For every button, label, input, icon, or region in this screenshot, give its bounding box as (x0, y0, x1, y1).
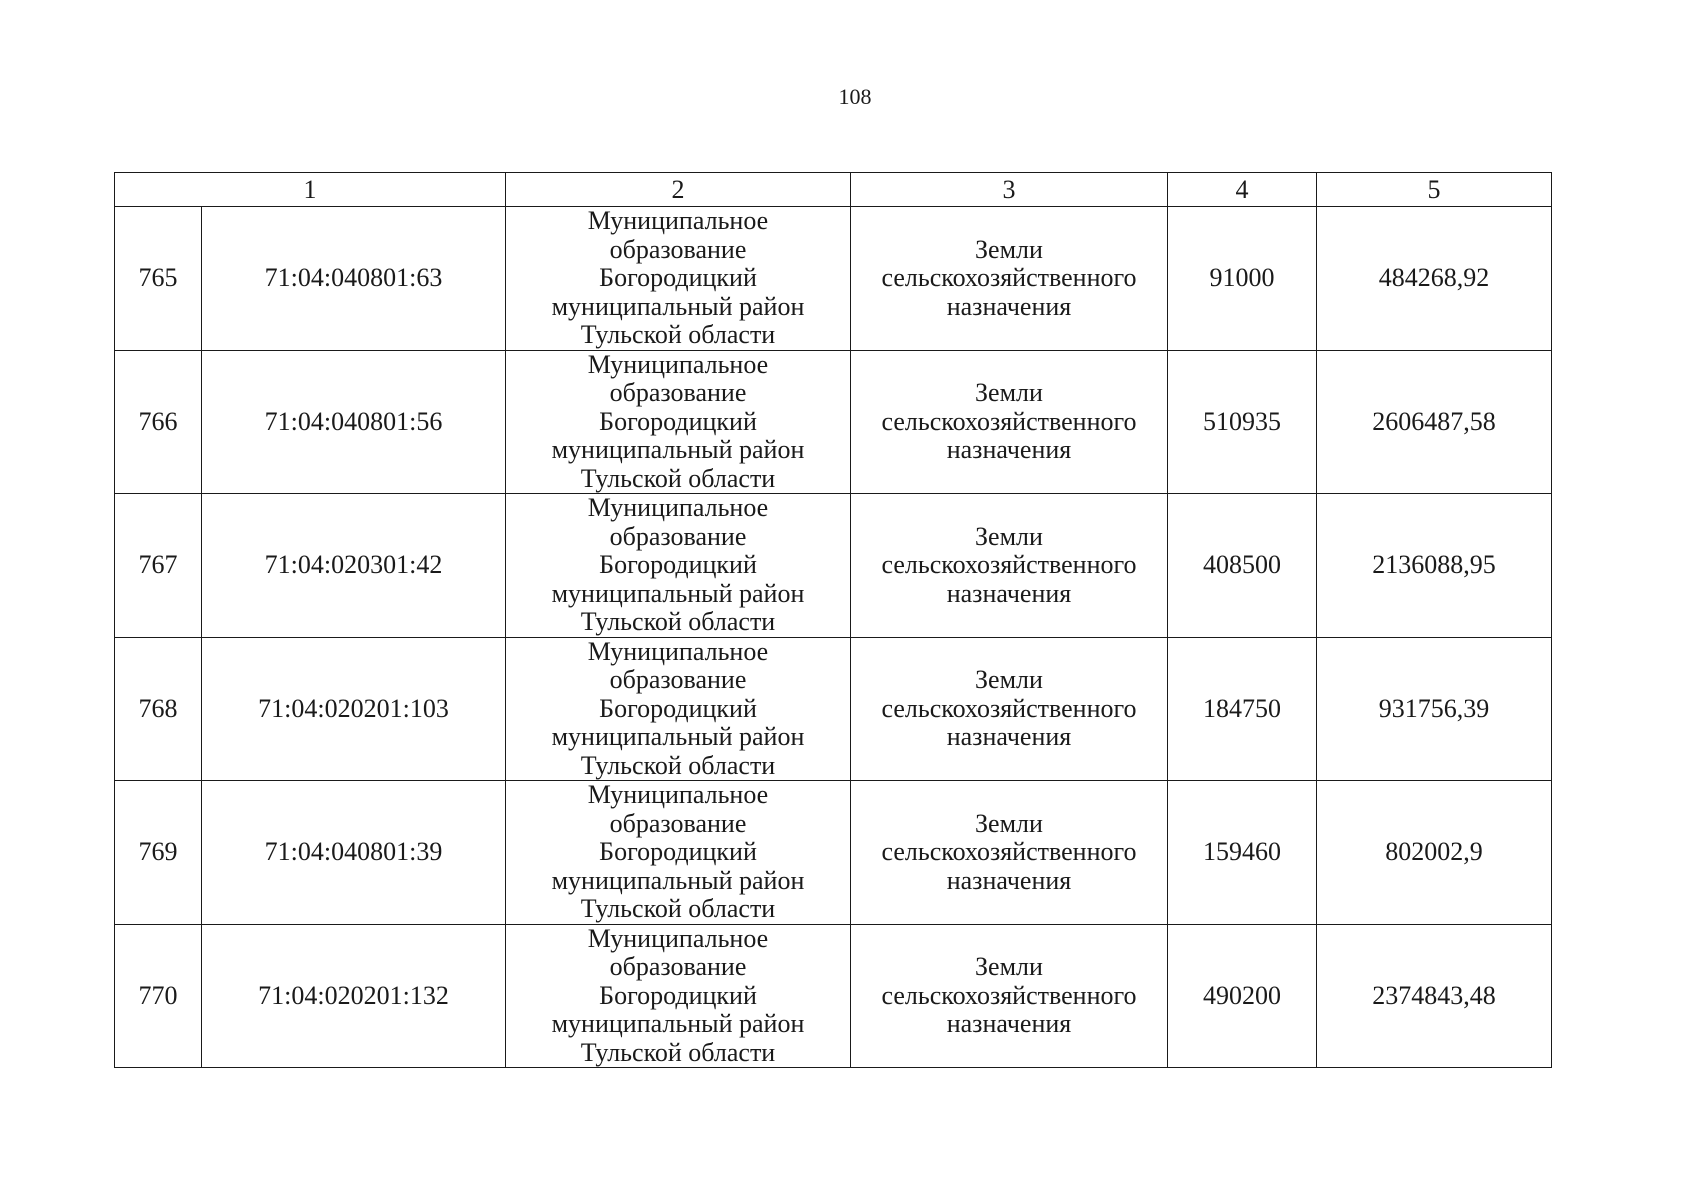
owner-cell (506, 924, 851, 1068)
category-line: Земли (975, 378, 1043, 407)
owner-cell (506, 350, 851, 494)
category-line: Земли (975, 952, 1043, 981)
cadastral-value-cell: 802002,9 (1317, 781, 1552, 925)
column-number-row (115, 173, 1552, 207)
land-category-cell (851, 494, 1168, 638)
row-number-cell: 768 (115, 637, 202, 781)
owner-line: образование (609, 378, 747, 407)
owner-line: Богородицкий (599, 693, 757, 723)
column-number-header: 2 (506, 173, 851, 207)
cadastral-value-cell: 2374843,48 (1317, 924, 1552, 1068)
owner-line: образование (609, 665, 747, 694)
cadastral-number-cell: 71:04:020201:103 (202, 637, 506, 781)
owner-line: Муниципальное (587, 636, 769, 666)
table-row (115, 781, 1552, 925)
owner-line: Богородицкий (599, 837, 757, 866)
owner-cell (506, 781, 851, 925)
land-category-cell (851, 350, 1168, 494)
owner-line: Богородицкий (599, 980, 757, 1010)
owner-line: образование (609, 808, 747, 838)
category-line: назначения (946, 865, 1072, 895)
owner-line: Богородицкий (599, 406, 757, 436)
table-row (115, 350, 1552, 494)
category-line: назначения (946, 722, 1072, 751)
land-category-cell (851, 637, 1168, 781)
owner-cell (506, 207, 851, 351)
area-cell: 510935 (1168, 350, 1317, 494)
area-cell: 91000 (1168, 207, 1317, 351)
column-number-header: 5 (1317, 173, 1552, 207)
owner-line: муниципальный район (551, 722, 805, 751)
owner-line: Тульской области (580, 320, 776, 349)
cadastral-value-cell: 931756,39 (1317, 637, 1552, 781)
cadastral-number-cell: 71:04:040801:56 (202, 350, 506, 494)
owner-line: Богородицкий (599, 263, 757, 292)
land-register-table (114, 172, 1552, 1068)
owner-line: образование (609, 521, 747, 551)
cadastral-number-cell: 71:04:020201:132 (202, 924, 506, 1068)
owner-line: муниципальный район (551, 435, 805, 464)
owner-line: Тульской области (580, 463, 776, 493)
owner-line: Муниципальное (587, 923, 769, 953)
cadastral-value-cell: 484268,92 (1317, 207, 1552, 351)
category-line: назначения (946, 435, 1072, 464)
area-cell: 490200 (1168, 924, 1317, 1068)
category-line: назначения (946, 578, 1072, 608)
owner-line: Тульской области (580, 1037, 776, 1067)
owner-line: образование (609, 952, 747, 981)
category-line: назначения (946, 1009, 1072, 1038)
category-line: сельскохозяйственного (881, 980, 1137, 1010)
area-cell: 159460 (1168, 781, 1317, 925)
row-number-cell: 770 (115, 924, 202, 1068)
category-line: сельскохозяйственного (881, 693, 1137, 723)
owner-line: муниципальный район (551, 291, 805, 321)
owner-line: Тульской области (580, 750, 776, 780)
owner-line: муниципальный район (551, 1009, 805, 1038)
category-line: Земли (975, 665, 1043, 694)
land-category-cell (851, 207, 1168, 351)
owner-cell (506, 494, 851, 638)
cadastral-value-cell: 2136088,95 (1317, 494, 1552, 638)
owner-line: Муниципальное (587, 780, 769, 809)
owner-line: муниципальный район (551, 578, 805, 608)
row-number-cell: 766 (115, 350, 202, 494)
column-number-header: 4 (1168, 173, 1317, 207)
cadastral-number-cell: 71:04:040801:63 (202, 207, 506, 351)
category-line: сельскохозяйственного (881, 406, 1137, 436)
area-cell: 184750 (1168, 637, 1317, 781)
category-line: сельскохозяйственного (881, 837, 1137, 866)
row-number-cell: 765 (115, 207, 202, 351)
owner-line: образование (609, 234, 747, 264)
category-line: Земли (975, 808, 1043, 838)
owner-line: Муниципальное (587, 206, 769, 235)
owner-line: Тульской области (580, 894, 776, 923)
cadastral-value-cell: 2606487,58 (1317, 350, 1552, 494)
row-number-cell: 767 (115, 494, 202, 638)
table-row (115, 924, 1552, 1068)
owner-cell (506, 637, 851, 781)
table-row (115, 207, 1552, 351)
owner-line: Муниципальное (587, 349, 769, 379)
cadastral-number-cell: 71:04:040801:39 (202, 781, 506, 925)
category-line: Земли (975, 521, 1043, 551)
category-line: Земли (975, 234, 1043, 264)
land-category-cell (851, 924, 1168, 1068)
row-number-cell: 769 (115, 781, 202, 925)
owner-line: муниципальный район (551, 865, 805, 895)
column-number-header: 3 (851, 173, 1168, 207)
cadastral-number-cell: 71:04:020301:42 (202, 494, 506, 638)
category-line: сельскохозяйственного (881, 550, 1137, 579)
owner-line: Богородицкий (599, 550, 757, 579)
column-number-header: 1 (115, 173, 506, 207)
table-row (115, 637, 1552, 781)
category-line: назначения (946, 291, 1072, 321)
owner-line: Тульской области (580, 607, 776, 636)
land-category-cell (851, 781, 1168, 925)
area-cell: 408500 (1168, 494, 1317, 638)
category-line: сельскохозяйственного (881, 263, 1137, 292)
owner-line: Муниципальное (587, 493, 769, 522)
table-row (115, 494, 1552, 638)
page-number: 108 (838, 84, 872, 109)
